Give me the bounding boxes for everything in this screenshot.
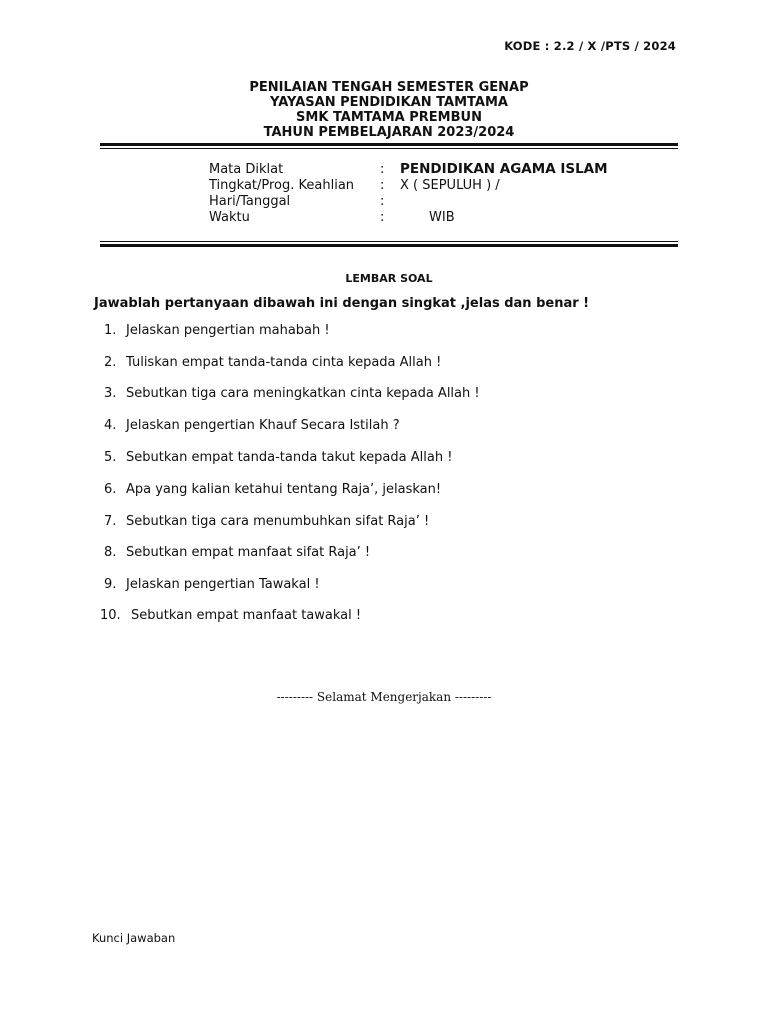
info-divider-thick xyxy=(100,244,678,247)
question-text: Sebutkan tiga cara menumbuhkan sifat Raja’ ! xyxy=(126,514,430,529)
instructions: Jawablah pertanyaan dibawah ini dengan singkat ,jelas dan benar ! xyxy=(94,296,590,311)
academic-year: TAHUN PEMBELAJARAN 2023/2024 xyxy=(263,125,515,140)
question-number: 2. xyxy=(104,355,117,370)
question-text: Sebutkan tiga cara meningkatkan cinta kepada Allah ! xyxy=(126,386,480,401)
question-text: Jelaskan pengertian Khauf Secara Istilah ? xyxy=(126,418,400,433)
question-text: Apa yang kalian ketahui tentang Raja’, jelaskan! xyxy=(126,482,442,497)
info-label-level: Tingkat/Prog. Keahlian xyxy=(209,178,355,193)
info-colon: : xyxy=(380,210,385,225)
question-number: 10. xyxy=(100,608,121,623)
school-name: SMK TAMTAMA PREMBUN xyxy=(296,110,482,125)
question-number: 4. xyxy=(104,418,117,433)
question-text: Sebutkan empat manfaat tawakal ! xyxy=(131,608,362,623)
info-colon: : xyxy=(380,178,385,193)
question-number: 1. xyxy=(104,323,117,338)
foundation-name: YAYASAN PENDIDIKAN TAMTAMA xyxy=(270,95,508,110)
info-label-subject: Mata Diklat xyxy=(209,162,284,177)
info-value-level: X ( SEPULUH ) / xyxy=(400,178,500,193)
exam-title: PENILAIAN TENGAH SEMESTER GENAP xyxy=(249,80,529,95)
info-value-time: WIB xyxy=(429,210,455,225)
header-divider-thick xyxy=(100,143,678,146)
info-divider-thin xyxy=(100,241,678,242)
question-text: Tuliskan empat tanda-tanda cinta kepada Allah ! xyxy=(126,355,442,370)
question-number: 8. xyxy=(104,545,117,560)
info-colon: : xyxy=(380,194,385,209)
question-text: Jelaskan pengertian Tawakal ! xyxy=(126,577,320,592)
info-label-date: Hari/Tanggal xyxy=(209,194,291,209)
info-colon: : xyxy=(380,162,385,177)
question-number: 3. xyxy=(104,386,117,401)
question-text: Sebutkan empat manfaat sifat Raja’ ! xyxy=(126,545,371,560)
question-text: Jelaskan pengertian mahabah ! xyxy=(126,323,330,338)
question-number: 7. xyxy=(104,514,117,529)
document-code: KODE : 2.2 / X /PTS / 2024 xyxy=(504,39,676,53)
closing-message: --------- Selamat Mengerjakan --------- xyxy=(276,690,492,704)
question-text: Sebutkan empat tanda-tanda takut kepada Allah ! xyxy=(126,450,453,465)
section-title: LEMBAR SOAL xyxy=(345,272,433,285)
info-value-subject: PENDIDIKAN AGAMA ISLAM xyxy=(400,161,608,177)
question-number: 5. xyxy=(104,450,117,465)
question-number: 6. xyxy=(104,482,117,497)
question-number: 9. xyxy=(104,577,117,592)
info-label-time: Waktu xyxy=(209,210,250,225)
header-divider-thin xyxy=(100,148,678,149)
answer-key-label: Kunci Jawaban xyxy=(92,931,176,945)
